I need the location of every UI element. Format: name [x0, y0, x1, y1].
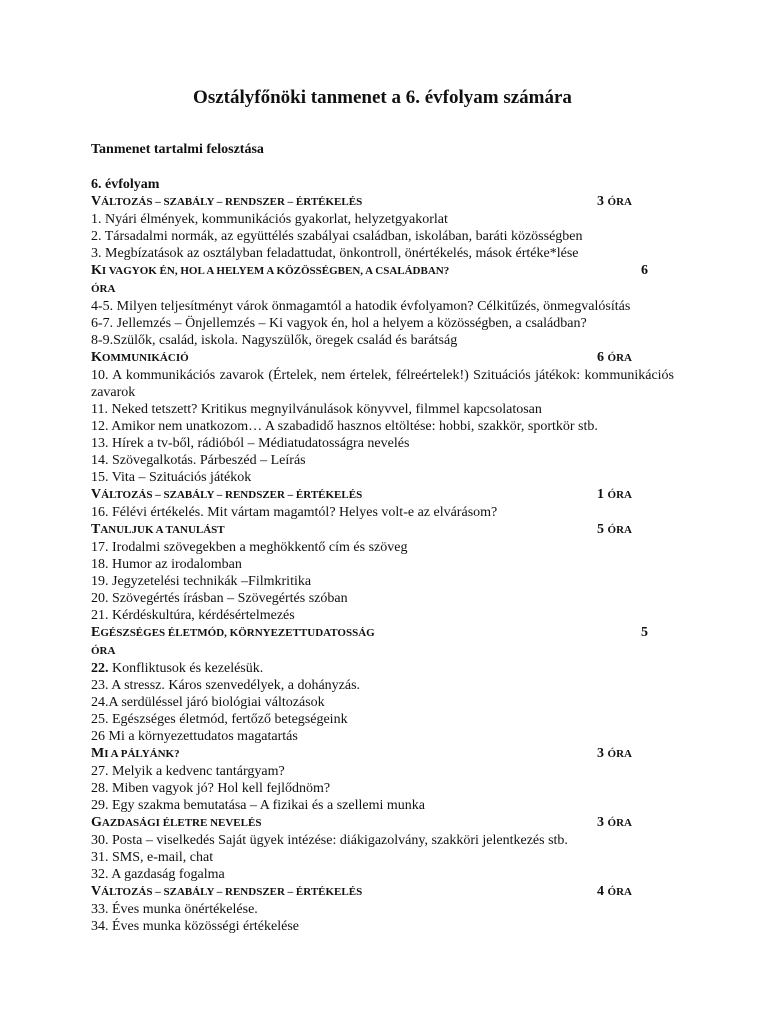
section-title-rest: AZDASÁGI ÉLETRE NEVELÉS [101, 817, 262, 829]
lesson-item: 3. Megbízatások az osztályban feladattudat, önkontroll, önértékelés, mások értéke*lése [91, 246, 579, 261]
section-hours [597, 193, 632, 211]
section-title [91, 349, 189, 367]
lesson-item: 13. Hírek a tv-ből, rádióból – Médiatudatosságra nevelés [91, 436, 410, 451]
section-hours [641, 624, 648, 642]
lesson-item: 31. SMS, e-mail, chat [91, 850, 214, 865]
lesson-item: 14. Szövegalkotás. Párbeszéd – Leírás [91, 453, 306, 468]
section-hours [641, 262, 648, 280]
lesson-item: 16. Félévi értékelés. Mit vártam magamtól? Helyes volt-e az elvárásom? [91, 505, 498, 520]
section-hours-unit: ÓRA [607, 489, 632, 501]
section-hours-number: 3 [597, 815, 605, 830]
section-hours [597, 349, 632, 367]
lesson-item: 28. Miben vagyok jó? Hol kell fejlődnöm? [91, 781, 331, 796]
section-title-rest: ANULJUK A TANULÁST [100, 524, 225, 536]
section-title-rest: ÁLTOZÁS – SZABÁLY – RENDSZER – ÉRTÉKELÉS [101, 196, 363, 208]
section-heading [91, 814, 674, 832]
lesson-item: 23. A stressz. Káros szenvedélyek, a dohányzás. [91, 678, 361, 693]
section-hours-number: 3 [597, 746, 605, 761]
lesson-item: 18. Humor az irodalomban [91, 557, 242, 572]
section-hours-number: 1 [597, 487, 605, 502]
section-hours-number: 6 [641, 263, 648, 278]
section-title-rest: ÁLTOZÁS – SZABÁLY – RENDSZER – ÉRTÉKELÉS [101, 886, 363, 898]
lesson-item: 6-7. Jellemzés – Önjellemzés – Ki vagyok én, hol a helyem a közösségben, a családban? [91, 316, 587, 331]
section-hours-unit: ÓRA [607, 524, 632, 536]
lesson-item: 34. Éves munka közösségi értékelése [91, 919, 299, 934]
section-hours-unit: ÓRA [607, 196, 632, 208]
lesson-item: 17. Irodalmi szövegekben a meghökkentő cím és szöveg [91, 540, 408, 555]
section-hours-unit: ÓRA [607, 817, 632, 829]
lesson-item: 29. Egy szakma bemutatása – A fizikai és a szellemi munka [91, 798, 425, 813]
section-title-rest: OMMUNIKÁCIÓ [101, 352, 189, 364]
section-title [91, 745, 180, 763]
lesson-item: 2. Társadalmi normák, az együttélés szabályai családban, iskolában, baráti közösségben [91, 229, 583, 244]
section-hours [597, 814, 632, 832]
section-title-rest: GÉSZSÉGES ÉLETMÓD, KÖRNYEZETTUDATOSSÁG [100, 627, 375, 639]
section-title-rest: I VAGYOK ÉN, HOL A HELYEM A KÖZÖSSÉGBEN, A CSALÁDBAN? [101, 265, 450, 277]
lesson-item: 26 Mi a környezettudatos magatartás [91, 729, 298, 744]
section-heading [91, 624, 674, 660]
lesson-number: 22. [91, 661, 109, 676]
lesson-item: 32. A gazdaság fogalma [91, 867, 225, 882]
section-hours-number: 5 [641, 625, 648, 640]
lesson-item: 4-5. Milyen teljesítményt várok önmagamtól a hatodik évfolyamon? Célkitűzés, önmegvalósítás [91, 299, 631, 314]
section-title [91, 883, 362, 901]
lesson-item: 25. Egészséges életmód, fertőző betegségeink [91, 712, 348, 727]
section-title-initial: K [91, 350, 102, 365]
section-hours-unit: ÓRA [607, 886, 632, 898]
lesson-item: 8-9.Szülők, család, iskola. Nagyszülők, öregek család és barátság [91, 333, 458, 348]
lesson-item: 22. Konfliktusok és kezelésük. [91, 661, 264, 676]
section-title-initial: V [91, 884, 102, 899]
section-title-initial: T [91, 522, 101, 537]
section-title [91, 624, 375, 642]
section-hours-number: 4 [597, 884, 605, 899]
section-heading [91, 486, 674, 504]
section-title-initial: E [91, 625, 101, 640]
section-hours-unit: ÓRA [607, 352, 632, 364]
section-title [91, 262, 449, 280]
document-subtitle: Tanmenet tartalmi felosztása [91, 142, 264, 157]
lesson-item: 21. Kérdéskultúra, kérdésértelmezés [91, 608, 295, 623]
section-hours-unit: ÓRA [607, 748, 632, 760]
lesson-item: 27. Melyik a kedvenc tantárgyam? [91, 764, 285, 779]
section-title-initial: M [91, 746, 105, 761]
document-title: Osztályfőnöki tanmenet a 6. évfolyam számára [193, 87, 572, 108]
section-hours-unit: ÓRA [91, 283, 116, 295]
section-title-initial: V [91, 487, 102, 502]
lesson-item: 11. Neked tetszett? Kritikus megnyilvánulások könyvvel, filmmel kapcsolatosan [91, 402, 542, 417]
lesson-item: 33. Éves munka önértékelése. [91, 902, 258, 917]
section-hours [597, 883, 632, 901]
grade-heading: 6. évfolyam [91, 177, 160, 192]
section-title-rest: I A PÁLYÁNK? [104, 748, 180, 760]
section-hours-unit-line [91, 642, 674, 660]
section-title [91, 193, 362, 211]
section-hours [597, 521, 632, 539]
section-hours-number: 3 [597, 194, 605, 209]
section-title-rest: ÁLTOZÁS – SZABÁLY – RENDSZER – ÉRTÉKELÉS [101, 489, 363, 501]
section-heading [91, 883, 674, 901]
section-title [91, 814, 261, 832]
section-title-initial: K [91, 263, 102, 278]
lesson-item: 20. Szövegértés írásban – Szövegértés szóban [91, 591, 348, 606]
section-hours-number: 5 [597, 522, 605, 537]
lesson-item: 30. Posta – viselkedés Saját ügyek intézése: diákigazolvány, szakköri jelentkezés stb. [91, 833, 568, 848]
section-hours-unit-line [91, 280, 674, 298]
section-heading [91, 745, 674, 763]
section-title-initial: G [91, 815, 102, 830]
lesson-item: 10. A kommunikációs zavarok (Értelek, nem értelek, félreértelek!) Szituációs játékok: kommunikációs zavarok [91, 368, 674, 400]
section-title [91, 486, 362, 504]
section-hours [597, 486, 632, 504]
lesson-item: 12. Amikor nem unatkozom… A szabadidő hasznos eltöltése: hobbi, szakkör, sportkör stb. [91, 419, 598, 434]
document-content [91, 176, 674, 935]
section-heading [91, 262, 674, 298]
section-title-initial: V [91, 194, 102, 209]
section-hours-unit: ÓRA [91, 645, 116, 657]
lesson-item: 15. Vita – Szituációs játékok [91, 470, 252, 485]
section-heading [91, 349, 674, 367]
section-hours [597, 745, 632, 763]
section-title [91, 521, 225, 539]
lesson-item: 19. Jegyzetelési technikák –Filmkritika [91, 574, 312, 589]
lesson-item: 24.A serdüléssel járó biológiai változások [91, 695, 325, 710]
section-hours-number: 6 [597, 350, 605, 365]
section-heading [91, 193, 674, 211]
section-heading [91, 521, 674, 539]
lesson-item: 1. Nyári élmények, kommunikációs gyakorlat, helyzetgyakorlat [91, 212, 448, 227]
